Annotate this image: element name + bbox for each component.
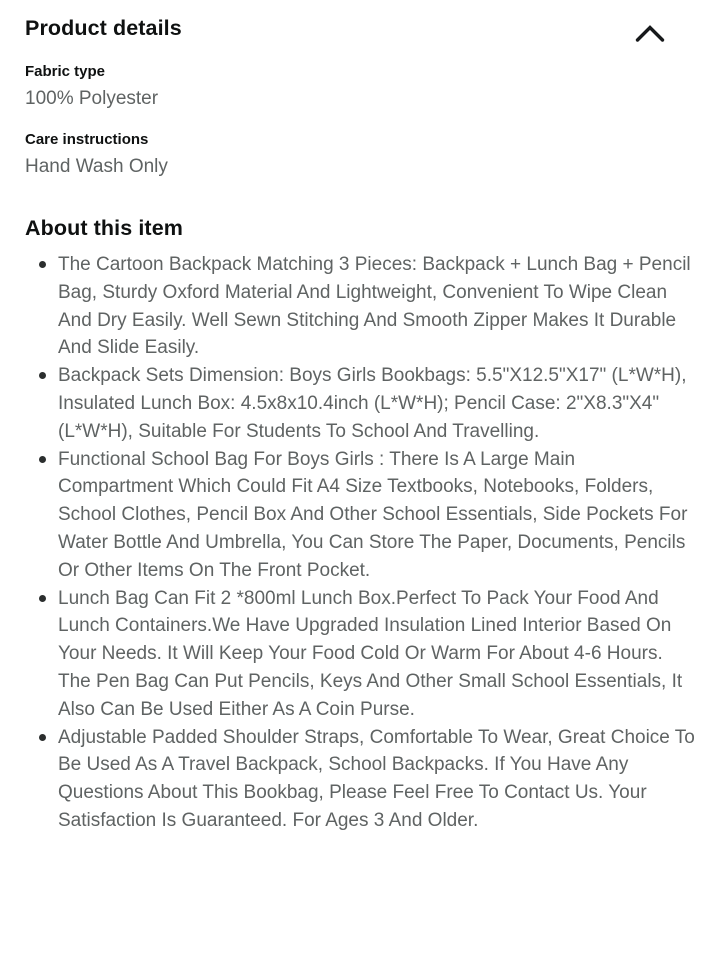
bullet-text: Adjustable Padded Shoulder Straps, Comfortable To Wear, Great Choice To Be Used As A Travel Backpack, School Backpacks. If You Have Any Questions About This Bookbag, Please Feel Free To Contact Us. Your Satisfaction Is Guaranteed. For Ages 3 And Older.: [58, 726, 695, 831]
bullet-dot: [39, 595, 46, 602]
spec-value: 100% Polyester: [25, 88, 159, 109]
bullet-dot: [39, 734, 46, 741]
bullet-dot: [39, 261, 46, 268]
about-bullet-item: [58, 585, 695, 724]
section-header: [25, 14, 695, 43]
about-bullet-item: [58, 251, 695, 362]
spec-fabric-type: [25, 62, 695, 111]
bullet-text: Backpack Sets Dimension: Boys Girls Bookbags: 5.5"X12.5"X17" (L*W*H), Insulated Lunch Box: 4.5x8x10.4inch (L*W*H); Pencil Case: 2"X8.3"X4"(L*W*H), Suitable For Students To School And Travelling.: [58, 365, 687, 442]
bullet-text: Lunch Bag Can Fit 2 *800ml Lunch Box.Perfect To Pack Your Food And Lunch Containers.We Have Upgraded Insulation Lined Interior Based On Your Needs. It Will Keep Your Food Cold Or Warm For About 4-6 Hours. The Pen Bag Can Put Pencils, Keys And Other Small School Essentials, It Also Can Be Used Either As A Coin Purse.: [58, 587, 683, 720]
spec-label: Fabric type: [25, 63, 106, 80]
spec-value: Hand Wash Only: [25, 156, 168, 177]
spec-care-instructions: [25, 130, 695, 179]
bullet-text: The Cartoon Backpack Matching 3 Pieces: Backpack + Lunch Bag + Pencil Bag, Sturdy Oxford Material And Lightweight, Convenient To Wipe Clean And Dry Easily. Well Sewn Stitching And Smooth Zipper Makes It Durable And Slide Easily.: [58, 254, 691, 359]
bullet-dot: [39, 456, 46, 463]
about-bullet-item: [58, 724, 695, 835]
spec-label: Care instructions: [25, 131, 149, 148]
about-bullet-list: [25, 251, 695, 835]
about-this-item-heading: About this item: [25, 216, 183, 240]
about-bullet-item: [58, 446, 695, 585]
bullet-dot: [39, 372, 46, 379]
section-title: Product details: [25, 16, 182, 40]
chevron-up-icon: [635, 31, 665, 46]
about-bullet-item: [58, 362, 695, 445]
bullet-text: Functional School Bag For Boys Girls : There Is A Large Main Compartment Which Could Fit A4 Size Textbooks, Notebooks, Folders, School Clothes, Pencil Box And Other School Essentials, Side Pockets For Water Bottle And Umbrella, You Can Store The Paper, Documents, Pencils Or Other Items On The Front Pocket.: [58, 448, 688, 581]
collapse-section-button[interactable]: [635, 24, 665, 43]
